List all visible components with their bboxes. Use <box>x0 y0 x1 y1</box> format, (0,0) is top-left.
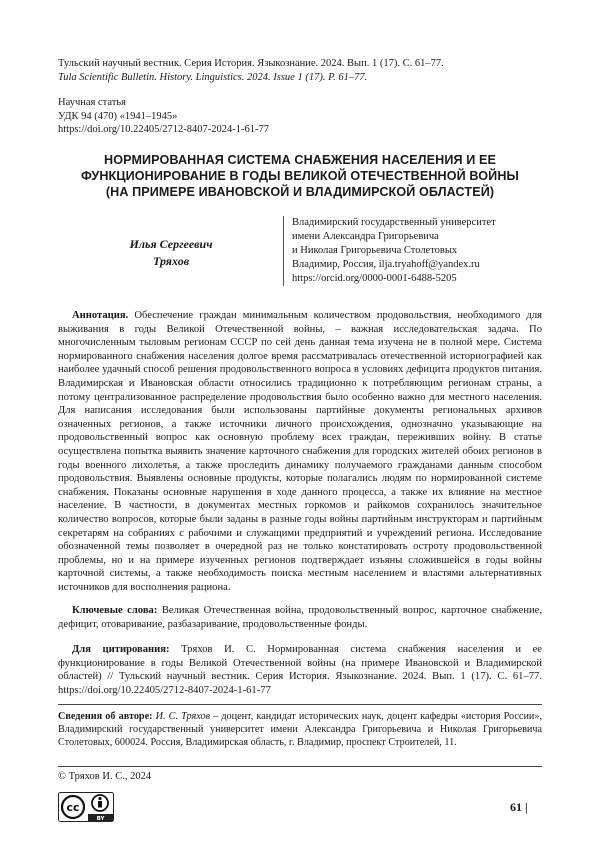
affiliation-line: и Николая Григорьевича Столетовых <box>292 245 458 256</box>
title-line-1: НОРМИРОВАННАЯ СИСТЕМА СНАБЖЕНИЯ НАСЕЛЕНИЯ И ЕЕ <box>104 153 496 167</box>
citation <box>58 643 542 697</box>
title-line-3: (НА ПРИМЕРЕ ИВАНОВСКОЙ И ВЛАДИМИРСКОЙ ОБЛАСТЕЙ) <box>105 185 495 199</box>
citation-text: Тряхов И. С. Нормированная система снабжения населения и ее функционирование в годы Великой Отечественной войны (на примере Ивановской и Владимирской областей) // Тульский научный вестник. Серия История. Языкознание. 2024. Вып. 1 (17). С. 61–77. https://doi.org/10.22405/2712-8407-2024-1-61-77 <box>58 644 542 696</box>
author-affiliation <box>283 216 552 286</box>
author-info <box>58 710 542 750</box>
orcid-link[interactable]: https://orcid.org/0000-0001-6488-5205 <box>292 273 457 284</box>
author-info-text: – доцент, кандидат исторических наук, доцент кафедры «история России», Владимирский государственный университет имени Александра Григорьевича и Николая Григорьевича Столетовых, 600024. Россия, Владимирская область, г. Владимир, проспект Строителей, 11. <box>58 711 542 749</box>
citation-label: Для цитирования: <box>72 644 170 655</box>
affiliation-line: имени Александра Григорьевича <box>292 231 439 242</box>
udk: УДК 94 (470) «1941–1945» <box>58 110 178 122</box>
abstract-text: Обеспечение граждан минимальным количеством продовольствия, необходимого для выживания в годы Великой Отечественной войны, – важная исследовательская задача. По многочисленным тыловым регионам СССР по сей день данная тема изучена не в полной мере. Система нормированного снабжения населения долгое время рассматривалась отечественной историографией как наиболее удачный способ решения продовольственного вопроса в условиях дефицита продуктов питания. Владимирская и Ивановская области относились традиционно к потребляющим регионам страны, а потому централизованное распределение продовольствия было особенно важно для местного населения. Для написания исследования были использованы партийные документы региональных архивов означенных регионов, а также источники личного происхождения, однозначно указывающие на продовольственный вопрос как основную проблему всех граждан, переживших войну. В статье осуществлена попытка выявить значение карточного снабжения для городских жителей обоих регионов в годы военного лихолетья, а также проследить динамику получаемого гражданами данным способом продовольствия. Выявлены основные продукты, которые полагались людям по нормированной системе снабжения. Показаны основные нарушения в ходе данного процесса, а также их влияние на местное население. В частности, в документах местных горкомов и райкомов сохранилось значительное количество вопросов, которые были заданы в разные годы войны партийным инструкторам и партийным секретарям на собраниях с рабочими и служащими предприятий и учреждений региона. Исследование обозначенной темы позволяет в очередной раз не только констатировать остроту продовольственной проблемы, но и на примере изученных регионов подтверждает изъяны сложившейся в годы войны карточной системы, а также необходимость поиска местным населением и властями альтернативных источников для восполнения рациона. <box>58 310 542 593</box>
cc-logo-text: cc <box>66 801 80 814</box>
author-info-label: Сведения об авторе: <box>58 711 153 722</box>
cc-by-text: BY <box>96 816 105 822</box>
divider-top <box>58 704 542 705</box>
doi-link[interactable]: https://doi.org/10.22405/2712-8407-2024-1-61-77 <box>58 124 269 135</box>
copyright: © Тряхов И. С., 2024 <box>58 771 152 782</box>
title-line-2: ФУНКЦИОНИРОВАНИЕ В ГОДЫ ВЕЛИКОЙ ОТЕЧЕСТВЕННОЙ ВОЙНЫ <box>81 169 519 183</box>
article-title <box>58 152 542 200</box>
abstract-label: Аннотация. <box>72 310 129 321</box>
author-last-name: Тряхов <box>152 254 190 268</box>
article-meta <box>58 96 269 137</box>
journal-line-ru: Тульский научный вестник. Серия История. Языкознание. 2024. Вып. 1 (17). С. 61–77. <box>58 58 444 69</box>
abstract <box>58 309 542 594</box>
author-first-name: Илья Сергеевич <box>129 237 213 251</box>
divider-bottom <box>58 766 542 767</box>
cc-by-license-icon <box>58 792 114 822</box>
keywords-text: Великая Отечественная война, продовольственный вопрос, карточное снабжение, дефицит, отоваривание, разбазаривание, продовольственные фонды. <box>58 605 543 630</box>
page-number: 61 | <box>510 800 528 814</box>
keywords-label: Ключевые слова: <box>72 605 158 616</box>
keywords <box>58 604 542 631</box>
author-name <box>96 236 246 270</box>
author-info-name: И. С. Тряхов <box>155 711 211 722</box>
article-type: Научная статья <box>58 97 126 108</box>
affiliation-line: Владимирский государственный университет <box>292 217 496 228</box>
affiliation-location-email: Владимир, Россия, ilja.tryahoff@yandex.ru <box>292 259 480 270</box>
journal-line-en: Tula Scientific Bulletin. History. Linguistics. 2024. Issue 1 (17). P. 61–77. <box>58 72 368 83</box>
